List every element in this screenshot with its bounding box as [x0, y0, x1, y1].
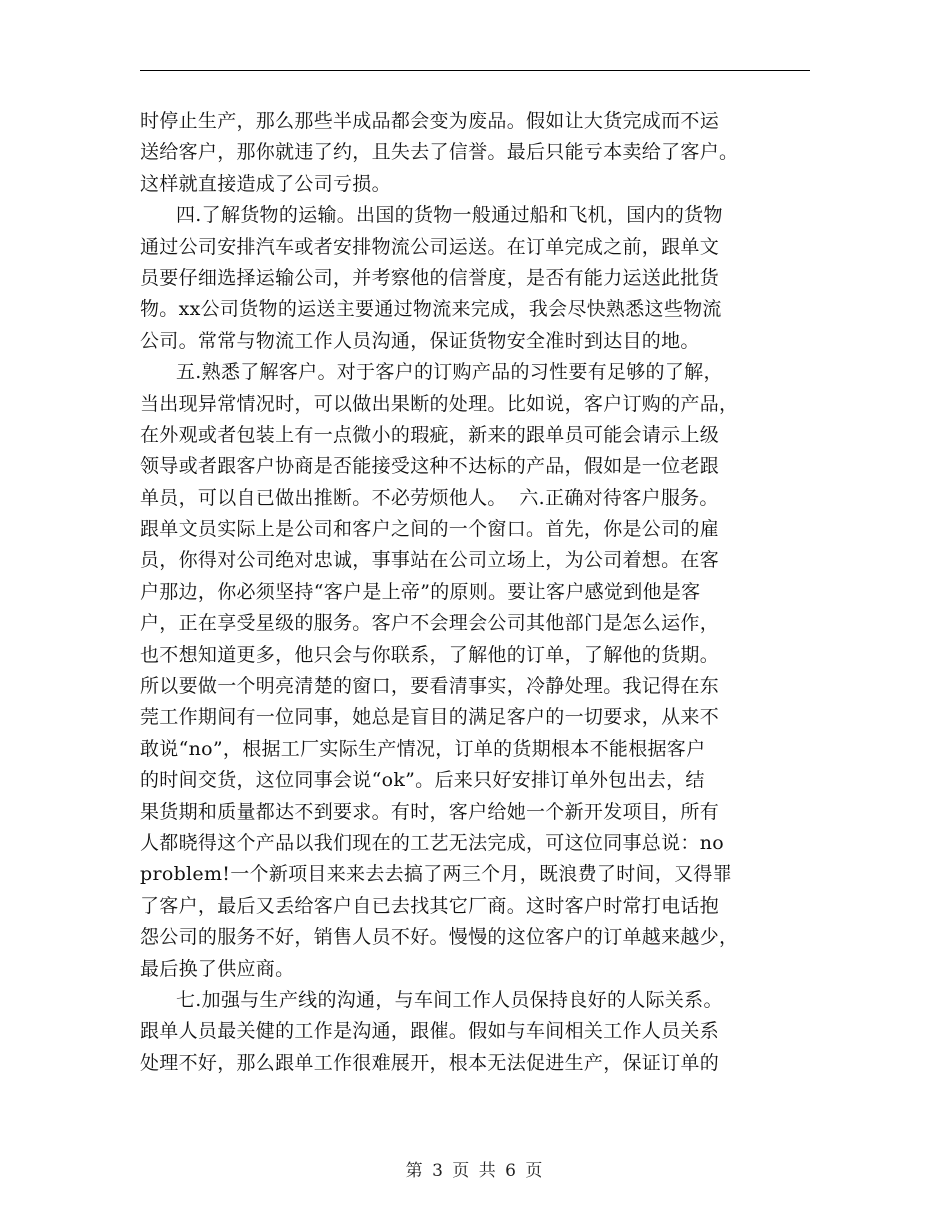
- text-line: 公司。常常与物流工作人员沟通，保证货物安全准时到达目的地。: [140, 329, 700, 352]
- text-line: 这样就直接造成了公司亏损。: [140, 172, 391, 195]
- text-line: 在外观或者包装上有一点微小的瑕疵，新来的跟单员可能会请示上级: [140, 423, 720, 446]
- text-line: 敢说“no”，根据工厂实际生产情况，订单的货期根本不能根据客户: [140, 737, 706, 760]
- page-number-footer: 第 3 页 共 6 页: [405, 1161, 545, 1181]
- text-line: 人都晓得这个产品以我们现在的工艺无法完成，可这位同事总说：no: [140, 831, 724, 854]
- section-heading-line: 五.熟悉了解客户。对于客户的订购产品的习性要有足够的了解，: [176, 361, 723, 384]
- text-line: 员，你得对公司绝对忠诚，事事站在公司立场上，为公司着想。在客: [140, 549, 720, 572]
- text-line: 果货期和质量都达不到要求。有时，客户给她一个新开发项目，所有: [140, 800, 720, 823]
- text-line: 最后换了供应商。: [140, 957, 295, 980]
- text-line: 的时间交货，这位同事会说“ok”。后来只好安排订单外包出去，结: [140, 769, 705, 792]
- section-heading-line: 七.加强与生产线的沟通，与车间工作人员保持良好的人际关系。: [176, 988, 723, 1011]
- text-line: 莞工作期间有一位同事，她总是盲目的满足客户的一切要求，从来不: [140, 706, 720, 729]
- text-line: 跟单人员最关健的工作是沟通，跟催。假如与车间相关工作人员关系: [140, 1020, 720, 1043]
- text-line: 所以要做一个明亮清楚的窗口，要看清事实，冷静处理。我记得在东: [140, 675, 720, 698]
- section-heading-line: 四.了解货物的运输。出国的货物一般通过船和飞机，国内的货物: [176, 204, 723, 227]
- text-line: 也不想知道更多，他只会与你联系，了解他的订单，了解他的货期。: [140, 643, 720, 666]
- text-line: 怨公司的服务不好，销售人员不好。慢慢的这位客户的订单越来越少，: [140, 926, 739, 949]
- text-line: 物。xx公司货物的运送主要通过物流来完成，我会尽快熟悉这些物流: [140, 298, 722, 321]
- text-line: 通过公司安排汽车或者安排物流公司运送。在订单完成之前，跟单文: [140, 235, 720, 258]
- text-line: 送给客户，那你就违了约，且失去了信誉。最后只能亏本卖给了客户。: [140, 141, 739, 164]
- text-line: 跟单文员实际上是公司和客户之间的一个窗口。首先，你是公司的雇: [140, 518, 720, 541]
- text-line: 当出现异常情况时，可以做出果断的处理。比如说，客户订购的产品，: [140, 392, 739, 415]
- text-line: 时停止生产，那么那些半成品都会变为废品。假如让大货完成而不运: [140, 110, 720, 132]
- text-line: 户那边，你必须坚持“客户是上帝”的原则。要让客户感觉到他是客: [140, 580, 701, 603]
- text-line: 领导或者跟客户协商是否能接受这种不达标的产品，假如是一位老跟: [140, 455, 720, 478]
- text-line: 处理不好，那么跟单工作很难展开，根本无法促进生产，保证订单的: [140, 1051, 720, 1074]
- text-line: 户，正在享受星级的服务。客户不会理会公司其他部门是怎么运作，: [140, 612, 720, 635]
- header-rule: [140, 70, 810, 71]
- text-line: problem!一个新项目来来去去搞了两三个月，既浪费了时间，又得罪: [140, 863, 733, 886]
- text-line: 单员，可以自已做出推断。不必劳烦他人。 六.正确对待客户服务。: [140, 486, 719, 509]
- text-line: 了客户，最后又丢给客户自已去找其它厂商。这时客户时常打电话抱: [140, 894, 720, 917]
- text-line: 员要仔细选择运输公司，并考察他的信誉度，是否有能力运送此批货: [140, 266, 720, 289]
- document-body: [140, 106, 810, 1079]
